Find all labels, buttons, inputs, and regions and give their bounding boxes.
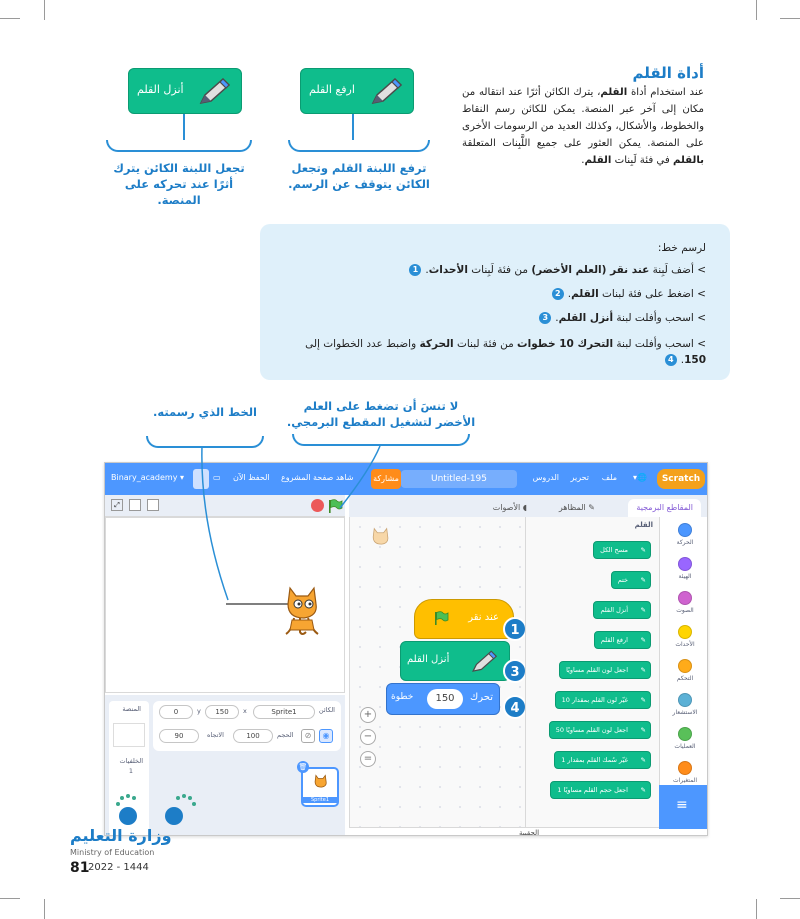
pen-icon: ✎: [640, 606, 646, 614]
category-item[interactable]: [666, 693, 704, 716]
palette-title: القلم: [634, 521, 653, 529]
pen-icon: [465, 648, 501, 676]
step-number-badge: 2: [552, 288, 564, 300]
paragraph-text: ، يترك الكائن أثرًا عند انتقاله من مكان إلى آخر عبر المنصة. يمكن للكائن رسم النقاط والخطوط، والأشكال، وكذلك العديد من الرسومات الأخرى على المنصة. يمكن العثور على جميع اللَّبِنات المتعلقة: [462, 87, 704, 149]
step-callout-4: 4: [503, 695, 527, 719]
scratch-logo[interactable]: Scratch: [657, 469, 705, 489]
scratch-menubar: [105, 463, 708, 495]
hat-label: عند نقر: [468, 612, 499, 623]
backdrops-label: الخلفيات: [119, 757, 143, 765]
pen-up-block-demo: [300, 68, 414, 114]
extension-icon: ≡: [676, 797, 688, 813]
blocks-palette[interactable]: [525, 517, 659, 836]
palette-pen-block[interactable]: ارفع القلم ✎: [594, 631, 651, 649]
category-label: الأحداث: [675, 641, 695, 648]
hide-icon[interactable]: ⊘: [301, 729, 315, 743]
pen-up-callout-bracket: [288, 140, 430, 152]
palette-pen-block[interactable]: غيّر لون القلم بمقدار 10 ✎: [555, 691, 651, 709]
pen-down-callout-bracket: [106, 140, 252, 152]
username-label: Binary_academy: [111, 473, 178, 482]
move-suffix: خطوة: [391, 692, 414, 702]
pen-down-block[interactable]: [400, 641, 510, 681]
step-text: > اسحب وأفلت لبنة: [613, 338, 706, 350]
step-text: واضبط عدد الخطوات إلى: [305, 338, 420, 350]
palette-pen-block[interactable]: اجعل حجم القلم مساويًا 1 ✎: [550, 781, 651, 799]
category-dot-icon: [678, 727, 692, 741]
delete-icon[interactable]: 🗑: [298, 763, 308, 771]
large-stage-icon[interactable]: [129, 499, 141, 511]
tab-sounds-label: الأصوات: [492, 503, 521, 512]
category-label: الاستشعار: [672, 709, 698, 716]
step-callout-3: 3: [503, 659, 527, 683]
stage-thumbnail: [113, 723, 145, 747]
pen-icon: ✎: [640, 756, 646, 764]
save-now-button[interactable]: الحفظ الآن: [233, 473, 270, 482]
flag-hint: لا تنسَ أن تضغط على العلم الأخضر لتشغيل المقطع البرمجي.: [286, 399, 476, 429]
category-label: المتغيرات: [672, 777, 698, 784]
zoom-reset-icon[interactable]: =: [360, 751, 376, 767]
ministry-english: Ministry of Education: [70, 848, 155, 857]
size-input[interactable]: 100: [233, 729, 273, 743]
sprite-thumbnail[interactable]: [298, 763, 339, 807]
paragraph-text: عند استخدام أداة: [627, 87, 704, 98]
pen-icon: ✎: [640, 546, 646, 554]
category-item[interactable]: [666, 727, 704, 750]
category-label: الحركة: [676, 539, 694, 546]
category-label: التحكم: [676, 675, 694, 682]
zoom-out-icon[interactable]: −: [360, 729, 376, 745]
add-extension-button[interactable]: [659, 785, 708, 829]
paragraph-text: .: [581, 155, 585, 166]
palette-pen-block[interactable]: اجعل لون القلم مساويًا 50 ✎: [549, 721, 651, 739]
y-label: y: [197, 707, 201, 715]
step-text: .: [425, 264, 429, 276]
category-dot-icon: [678, 693, 692, 707]
instruction-step: [409, 264, 706, 276]
folder-icon[interactable]: ▭: [213, 473, 221, 482]
page-number: 81: [70, 860, 90, 876]
move-steps-block[interactable]: [386, 683, 500, 715]
category-label: العمليات: [674, 743, 696, 750]
category-label: الهيئة: [678, 573, 692, 580]
see-project-page-button[interactable]: شاهد صفحة المشروع: [281, 473, 354, 482]
step-text: من فئة لَبِنات: [467, 264, 532, 276]
category-dot-icon: [678, 625, 692, 639]
show-icon[interactable]: ◉: [319, 729, 333, 743]
category-item[interactable]: [666, 625, 704, 648]
palette-pen-block[interactable]: اجعل لون القلم مساويًا ✎: [559, 661, 651, 679]
stop-icon[interactable]: [311, 499, 324, 512]
pen-up-caption: ترفع اللبنة القلم وتجعل الكائن يتوقف عن الرسم.: [288, 161, 430, 191]
flag-hint-bracket: [292, 434, 470, 446]
x-label: x: [243, 707, 247, 715]
paragraph-text: القلم: [600, 87, 628, 98]
category-item[interactable]: [666, 591, 704, 614]
zoom-in-icon[interactable]: +: [360, 707, 376, 723]
step-text: الأحداث: [428, 264, 468, 276]
cat-thumbnail-icon: [311, 773, 331, 795]
tab-code[interactable]: [628, 499, 701, 517]
script-area[interactable]: [349, 517, 525, 827]
category-dot-icon: [678, 761, 692, 775]
fullscreen-icon[interactable]: ⤢: [111, 499, 123, 511]
step-text: .: [555, 312, 559, 324]
category-dot-icon: [678, 659, 692, 673]
palette-pen-block[interactable]: أنزل القلم ✎: [593, 601, 651, 619]
username-menu[interactable]: ▾ Binary_academy: [111, 473, 184, 482]
direction-label: الاتجاه: [207, 731, 224, 739]
pen-down-pointer: [183, 114, 185, 140]
palette-pen-block[interactable]: ختم ✎: [611, 571, 651, 589]
pen-down-block-label: أنزل القلم: [407, 654, 450, 665]
step-text: التحرك 10 خطوات: [517, 338, 614, 350]
direction-input[interactable]: 90: [159, 729, 199, 743]
section-title: أداة القلم: [632, 64, 704, 82]
pen-icon: ✎: [640, 696, 646, 704]
step-text: عند نقر (العلم الأخضر): [531, 264, 650, 276]
paragraph-text: بالقلم: [673, 155, 704, 166]
move-steps-input[interactable]: 150: [427, 689, 463, 709]
stage-label: المنصة: [122, 705, 141, 713]
cat-sprite-icon[interactable]: [278, 582, 328, 638]
line-hint: الخط الذي رسمته.: [153, 405, 257, 419]
section-paragraph: [462, 84, 704, 169]
category-dot-icon: [678, 523, 692, 537]
paragraph-text: في فئة لَبِنات: [611, 155, 674, 166]
step-text: > اضغط على فئة لبنات: [598, 288, 706, 300]
pen-down-label: أنزل القلم: [137, 83, 184, 96]
step-text: > اسحب وأفلت لبنة: [613, 312, 706, 324]
menu-tutorials[interactable]: الدروس: [532, 473, 559, 482]
line-hint-bracket: [146, 436, 264, 448]
size-label: الحجم: [277, 731, 294, 739]
x-input[interactable]: 150: [205, 705, 239, 719]
step-number-badge: 4: [665, 354, 677, 366]
when-flag-clicked-block[interactable]: [414, 599, 514, 639]
editor-tabs: [349, 495, 708, 517]
share-button[interactable]: مشاركة: [371, 469, 401, 489]
tab-code-label: المقاطع البرمجية: [636, 503, 693, 512]
step-callout-1: 1: [503, 617, 527, 641]
instructions-heading: لرسم خط:: [657, 242, 706, 254]
stage[interactable]: [105, 517, 345, 693]
step-text: من فئة لبنات: [453, 338, 518, 350]
language-menu-icon[interactable]: 🌐▾: [633, 473, 647, 482]
tab-sounds[interactable]: ◖ الأصوات: [492, 503, 527, 512]
menu-file[interactable]: ملف: [601, 473, 617, 482]
pen-up-label: ارفع القلم: [309, 83, 355, 96]
palette-pen-block[interactable]: غيّر سُمك القلم بمقدار 1 ✎: [554, 751, 651, 769]
palette-pen-block[interactable]: مسح الكل ✎: [593, 541, 651, 559]
step-text: .: [680, 354, 685, 366]
avatar[interactable]: [193, 469, 209, 489]
sprite-label: الكائن: [318, 706, 335, 714]
backpack-bar[interactable]: الحقيبة: [349, 827, 708, 836]
backdrops-count: 1: [128, 767, 133, 775]
step-number-badge: 1: [409, 264, 421, 276]
step-text: الحركة: [419, 338, 454, 350]
pen-icon: [365, 75, 405, 109]
pen-down-block-demo: [128, 68, 242, 114]
sprite-info-card: [153, 701, 341, 751]
step-text: 150: [684, 354, 706, 366]
instruction-step: [539, 312, 706, 324]
tab-costumes[interactable]: ✎ المظاهر: [558, 503, 595, 512]
instruction-step: [552, 288, 706, 300]
y-input[interactable]: 0: [159, 705, 193, 719]
green-flag-icon[interactable]: [327, 498, 343, 514]
category-item[interactable]: [666, 659, 704, 682]
paragraph-text: القلم: [584, 155, 612, 166]
instructions-box: [260, 224, 730, 380]
pen-up-pointer: [352, 114, 354, 140]
scratch-window: [104, 462, 708, 836]
step-text: > أضف لَبِنة: [649, 264, 706, 276]
tab-costumes-label: المظاهر: [558, 503, 586, 512]
pen-icon: ✎: [640, 576, 646, 584]
category-item[interactable]: [666, 523, 704, 546]
sprite-thumb-name: Sprite1: [303, 797, 337, 803]
category-dot-icon: [678, 591, 692, 605]
green-flag-icon: [433, 610, 449, 626]
ministry-logo: [108, 786, 208, 826]
pen-icon: ✎: [640, 666, 646, 674]
step-text: .: [567, 288, 572, 300]
ministry-emblem-icon: [108, 786, 208, 826]
step-text: القلم: [571, 288, 599, 300]
pen-down-caption: تجعل اللبنة الكائن يترك أثرًا عند تحركه على المنصة.: [113, 161, 245, 207]
pen-icon: [193, 75, 233, 109]
ministry-arabic: وزارة التعليم: [70, 826, 172, 845]
category-item[interactable]: [666, 557, 704, 580]
instruction-step: [286, 336, 706, 368]
category-dot-icon: [678, 557, 692, 571]
category-label: الصوت: [676, 607, 694, 614]
year: 2022 - 1444: [88, 862, 149, 873]
pen-icon: ✎: [640, 726, 646, 734]
move-prefix: تحرك: [470, 692, 493, 703]
category-item[interactable]: [666, 761, 704, 784]
sprite-watermark-icon: [368, 525, 394, 555]
project-title-input[interactable]: Untitled-195: [401, 470, 517, 488]
menu-edit[interactable]: تحرير: [570, 473, 589, 482]
pen-icon: ✎: [640, 636, 646, 644]
stage-header: [105, 495, 345, 517]
step-number-badge: 3: [539, 312, 551, 324]
pen-icon: ✎: [640, 786, 646, 794]
sprite-name-input[interactable]: Sprite1: [253, 705, 315, 719]
step-text: أنزل القلم: [558, 312, 614, 324]
small-stage-icon[interactable]: [147, 499, 159, 511]
